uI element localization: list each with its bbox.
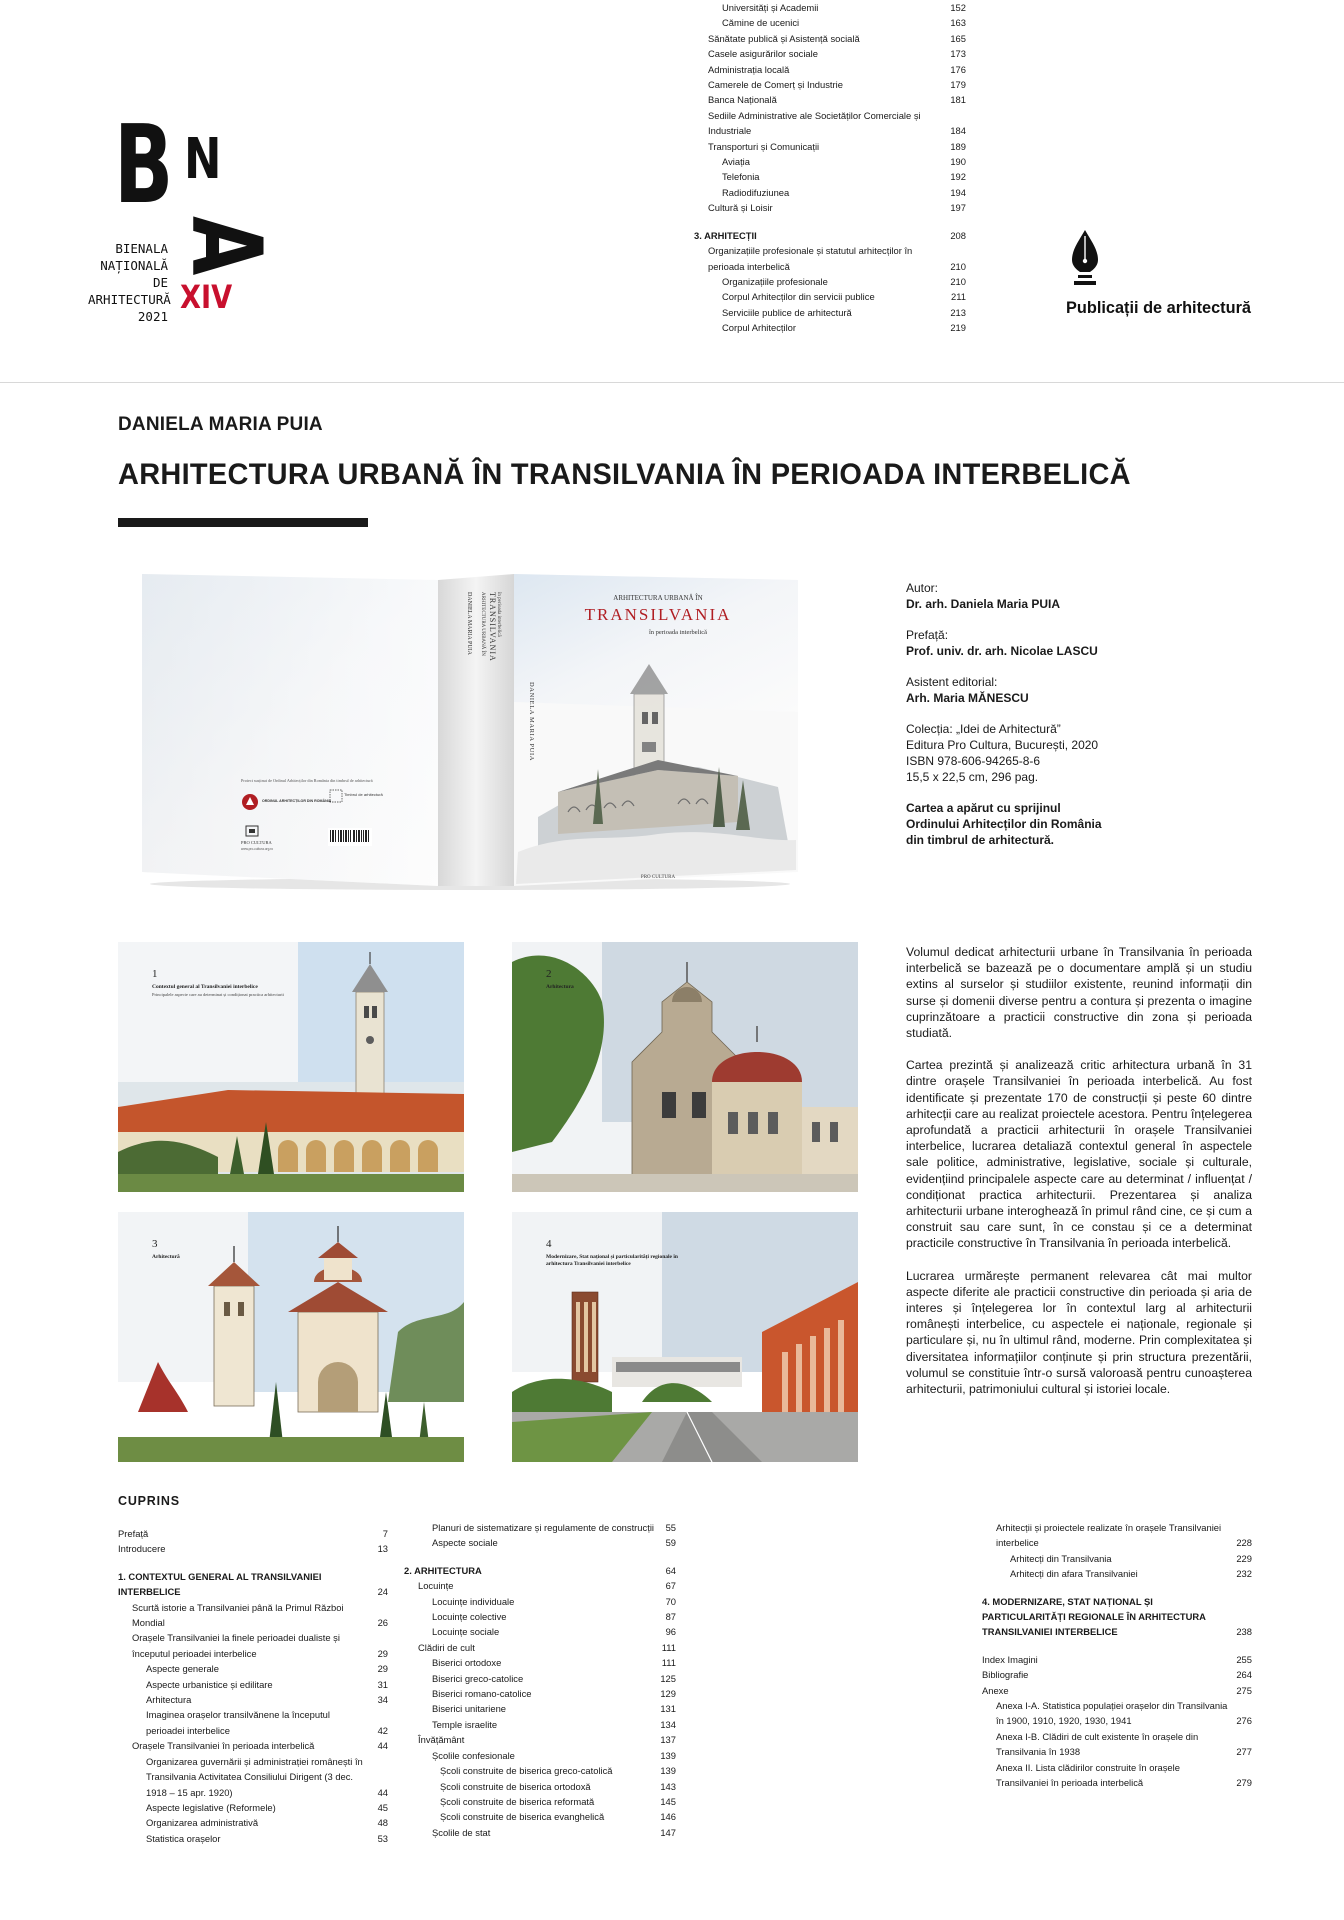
toc-entry-page: 192 xyxy=(950,171,966,183)
back-cover-note: Proiect susținut de Ordinul Arhitecților din România din timbrul de arhitectură xyxy=(241,778,373,783)
header-divider xyxy=(0,382,1344,383)
toc-entry xyxy=(694,46,966,61)
toc-entry-title: Temple israelite xyxy=(432,1718,498,1730)
toc-entry-title: Locuințe xyxy=(418,1580,454,1592)
meta-publisher: Editura Pro Cultura, București, 2020 xyxy=(906,738,1099,752)
toc-column-3 xyxy=(694,0,966,336)
logo-line: ARHITECTURĂ xyxy=(88,292,171,307)
toc-entry-title: Arhitecți din afara Transilvaniei xyxy=(1010,1568,1138,1580)
toc-entry-page: 44 xyxy=(377,1740,388,1752)
toc-entry xyxy=(982,1520,1252,1551)
toc-entry-page: 31 xyxy=(377,1678,388,1690)
toc-entry xyxy=(118,1661,388,1676)
meta-label: Autor: xyxy=(906,581,939,595)
toc-entry-title: Corpul Arhitecților xyxy=(722,322,796,334)
toc-entry-page: 229 xyxy=(1236,1552,1252,1564)
logo-line: NAȚIONALĂ xyxy=(100,258,168,273)
toc-entry xyxy=(404,1809,676,1824)
spread-photo-3 xyxy=(118,1212,464,1462)
toc-column-2 xyxy=(404,1520,676,1840)
toc-entry-page: 228 xyxy=(1236,1537,1252,1549)
toc-entry-page: 146 xyxy=(660,1811,676,1823)
toc-entry-page: 48 xyxy=(377,1817,388,1829)
spread-photo-1 xyxy=(118,942,464,1192)
meta-isbn: ISBN 978-606-94265-8-6 xyxy=(906,754,1041,768)
toc-entry-page: 197 xyxy=(950,202,966,214)
toc-entry-title: Introducere xyxy=(118,1543,166,1555)
photo-number: 1 xyxy=(152,968,158,980)
toc-entry-title: Organizațiile profesionale și statutul arhitecților în perioada interbelică xyxy=(708,245,913,272)
toc-entry-title: Serviciile publice de arhitectură xyxy=(722,306,852,318)
toc-entry-page: 184 xyxy=(950,125,966,137)
toc-entry-page: 134 xyxy=(660,1718,676,1730)
meta-value: Prof. univ. dr. arh. Nicolae LASCU xyxy=(906,644,1098,658)
toc-entry-title: Anexe xyxy=(982,1684,1009,1696)
book-meta xyxy=(906,580,1206,863)
toc-entry-page: 42 xyxy=(377,1724,388,1736)
photo-caption: Arhitectura xyxy=(546,984,574,990)
front-vertical-author: DANIELA MARIA PUIA xyxy=(528,682,535,762)
toc-entry-page: 145 xyxy=(660,1795,676,1807)
barcode-icon xyxy=(328,828,372,846)
toc-entry xyxy=(118,1569,388,1600)
toc-entry-page: 179 xyxy=(950,79,966,91)
back-publisher-url: www.pro-cultura.org.ro xyxy=(241,847,274,851)
toc-entry-title: Biserici unitariene xyxy=(432,1703,506,1715)
logo-text xyxy=(88,240,171,325)
toc-entry-title: Scurtă istorie a Transilvaniei până la Primul Război Mondial xyxy=(132,1601,344,1629)
meta-support-line: Cartea a apărut cu sprijinul xyxy=(906,801,1061,815)
description-paragraph: Volumul dedicat arhitecturii urbane în Transilvania în perioada interbelică se bazează pe o documentare amplă și un studiu extins al surselor și studiilor existente, reunind informații din surse și domenii diverse pentru a contura și prezenta o imagine cuprinzătoare a practicii constructive din zona și perioada studiată. xyxy=(906,945,1252,1041)
toc-entry xyxy=(694,139,966,154)
photo-number: 3 xyxy=(152,1238,158,1250)
toc-entry-title: Biserici ortodoxe xyxy=(432,1657,502,1669)
meta-editor xyxy=(906,674,1206,706)
toc-entry-page: 29 xyxy=(377,1647,388,1659)
toc-entry-title: Transporturi și Comunicații xyxy=(708,140,820,152)
toc-entry xyxy=(694,289,966,304)
photo-number: 2 xyxy=(546,968,552,980)
toc-entry xyxy=(404,1535,676,1550)
oar-label: ORDINUL ARHITECȚILOR DIN ROMÂNIA xyxy=(262,799,332,803)
toc-entry-page: 219 xyxy=(950,322,966,334)
toc-entry xyxy=(118,1630,388,1661)
meta-value: Dr. arh. Daniela Maria PUIA xyxy=(906,597,1061,611)
toc-entry xyxy=(404,1686,676,1701)
toc-entry xyxy=(982,1698,1252,1729)
meta-support-line: din timbrul de arhitectură. xyxy=(906,833,1055,847)
toc-entry-page: 213 xyxy=(950,306,966,318)
toc-entry-page: 26 xyxy=(377,1617,388,1629)
toc-entry-page: 111 xyxy=(661,1657,676,1669)
toc-entry xyxy=(982,1683,1252,1698)
toc-entry-title: Imaginea orașelor transilvănene la începutul perioadei interbelice xyxy=(146,1709,330,1736)
spine-title-sub: în perioada interbelică xyxy=(496,592,501,637)
toc-entry-page: 152 xyxy=(950,2,966,13)
toc-entry-page: 137 xyxy=(660,1734,676,1746)
toc-entry-title: Anexa I-A. Statistica populației orașelor din Transilvania în 1900, 1910, 1920, 1930, 1941 xyxy=(996,1700,1228,1727)
toc-entry-page: 189 xyxy=(950,140,966,152)
meta-support-line: Ordinului Arhitecților din România xyxy=(906,817,1102,831)
description-paragraph: Lucrarea urmărește permanent relevarea cât mai multor aspecte diferite ale practicii constructive din perioada și aria de interes și înțelegerea lor în contextul larg al arhitecturii românești interbelice, cu aspectele ei naționale, regionale și particulare și, nu în ultimul rând, moderne. Prin complexitatea și diversitatea informațiilor conținute și prin structura prezentării, volumul se constituie într-o sursă valoroasă pentru cunoașterea arhitecturii, patrimoniului cultural și istoriei locale. xyxy=(906,1268,1252,1397)
toc-entry-page: 67 xyxy=(665,1580,676,1592)
photo-caption: Contextul general al Transilvaniei interbelice xyxy=(152,984,258,990)
toc-entry xyxy=(404,1825,676,1840)
toc-entry-title: Anexa I-B. Clădiri de cult existente în orașele din Transilvania în 1938 xyxy=(996,1730,1199,1758)
toc-entry-title: Învățământ xyxy=(418,1734,465,1746)
toc-entry xyxy=(118,1831,388,1846)
toc-entry-title: Cultură și Loisir xyxy=(708,202,773,214)
toc-entry-page: 277 xyxy=(1236,1746,1252,1758)
toc-entry xyxy=(404,1624,676,1639)
photo-number: 4 xyxy=(546,1238,552,1250)
toc-entry xyxy=(404,1609,676,1624)
stamp-label: Timbrul de arhitectură xyxy=(344,792,383,797)
meta-preface xyxy=(906,627,1206,659)
toc-entry xyxy=(404,1763,676,1778)
toc-entry-title: Aspecte generale xyxy=(146,1663,219,1675)
logo-line: 2021 xyxy=(137,309,168,324)
toc-entry-page: 131 xyxy=(660,1703,676,1715)
toc-entry-title: Școli construite de biserica evanghelică xyxy=(440,1811,605,1823)
toc-entry-page: 163 xyxy=(950,17,966,29)
toc-entry xyxy=(404,1779,676,1794)
toc-entry-page: 264 xyxy=(1236,1669,1252,1681)
toc-entry xyxy=(694,0,966,15)
toc-entry xyxy=(404,1701,676,1716)
toc-entry xyxy=(694,92,966,107)
toc-entry-page: 173 xyxy=(950,48,966,60)
toc-entry xyxy=(118,1600,388,1631)
publications-label: Publicații de arhitectură xyxy=(1066,298,1252,317)
toc-entry xyxy=(694,31,966,46)
toc-entry xyxy=(404,1717,676,1732)
toc-entry xyxy=(404,1748,676,1763)
toc-entry-page: 55 xyxy=(665,1522,676,1533)
toc-entry-title: Radiodifuziunea xyxy=(722,186,790,198)
toc-entry-title: Sănătate publică și Asistență socială xyxy=(708,32,860,44)
toc-entry-page: 139 xyxy=(660,1765,676,1777)
toc-entry xyxy=(694,169,966,184)
back-publisher: PRO CULTURA xyxy=(241,840,272,845)
logo-line: BIENALA xyxy=(115,241,168,256)
toc-entry-page: 44 xyxy=(377,1786,388,1798)
toc-entry-page: 87 xyxy=(665,1611,676,1623)
photo-caption: Modernizare, Stat național și particularități regionale în arhitectura Transilvaniei interbelice xyxy=(546,1254,678,1267)
toc-entry-title: Clădiri de cult xyxy=(418,1641,475,1653)
toc-entry-title: Locuințe colective xyxy=(432,1611,507,1623)
meta-label: Prefață: xyxy=(906,628,949,642)
toc-entry xyxy=(982,1729,1252,1760)
toc-entry-title: Școli construite de biserica reformată xyxy=(440,1795,595,1807)
toc-entry xyxy=(694,15,966,30)
toc-entry-title: Universități și Academii xyxy=(722,2,819,13)
meta-collection: Colecția: „Idei de Arhitectură” xyxy=(906,722,1061,736)
toc-entry-page: 147 xyxy=(660,1826,676,1838)
toc-entry xyxy=(118,1541,388,1556)
toc-entry-page: 13 xyxy=(377,1543,388,1555)
toc-entry-page: 181 xyxy=(950,94,966,106)
toc-entry-title: Arhitecți din Transilvania xyxy=(1010,1552,1112,1564)
meta-label: Asistent editorial: xyxy=(906,675,998,689)
title-underline xyxy=(118,518,368,527)
toc-entry xyxy=(404,1671,676,1686)
toc-entry-page: 7 xyxy=(382,1528,388,1539)
toc-entry-title: Camerele de Comerț și Industrie xyxy=(708,79,843,91)
toc-entry-page: 276 xyxy=(1236,1715,1252,1727)
toc-entry-page: 190 xyxy=(950,156,966,168)
logo-letter-a: A xyxy=(170,216,282,276)
meta-value: Arh. Maria MĂNESCU xyxy=(906,691,1029,705)
toc-entry xyxy=(404,1578,676,1593)
toc-entry-page: 232 xyxy=(1236,1568,1252,1580)
toc-entry-title: Școlile de stat xyxy=(432,1826,491,1838)
toc-entry xyxy=(694,154,966,169)
toc-entry-page: 59 xyxy=(665,1537,676,1549)
logo-letter-b: B xyxy=(114,103,172,228)
toc-entry-title: Școli construite de biserica greco-catolică xyxy=(440,1765,613,1777)
toc-entry xyxy=(982,1760,1252,1791)
toc-column-1 xyxy=(118,1526,388,1846)
toc-entry-page: 70 xyxy=(665,1595,676,1607)
toc-entry-title: Școli construite de biserica ortodoxă xyxy=(440,1780,591,1792)
toc-entry-title: Arhitecții și proiectele realizate în orașele Transilvaniei interbelice xyxy=(996,1522,1222,1549)
toc-entry xyxy=(694,228,966,243)
toc-entry xyxy=(118,1692,388,1707)
toc-entry-page: 45 xyxy=(377,1801,388,1813)
cover-publisher: PRO CULTURA xyxy=(640,875,676,880)
toc-entry xyxy=(118,1800,388,1815)
book-title: ARHITECTURA URBANĂ ÎN TRANSILVANIA ÎN PERIOADA INTERBELICĂ xyxy=(118,458,1131,491)
toc-entry-title: Locuințe individuale xyxy=(432,1595,515,1607)
toc-entry-page: 64 xyxy=(665,1564,676,1576)
toc-entry-title: Casele asigurărilor sociale xyxy=(708,48,818,60)
toc-entry xyxy=(118,1815,388,1830)
toc-entry xyxy=(404,1594,676,1609)
toc-entry xyxy=(404,1520,676,1535)
meta-support xyxy=(906,800,1206,848)
toc-entry xyxy=(982,1652,1252,1667)
toc-entry-page: 53 xyxy=(377,1832,388,1844)
toc-entry-title: Statistica orașelor xyxy=(146,1832,221,1844)
toc-entry xyxy=(982,1594,1252,1640)
cover-title-large: TRANSILVANIA xyxy=(584,605,732,624)
toc-entry xyxy=(118,1754,388,1800)
toc-entry-page: 210 xyxy=(950,260,966,272)
toc-entry-title: Corpul Arhitecților din servicii publice xyxy=(722,291,875,303)
toc-entry-title: 2. ARHITECTURA xyxy=(404,1564,482,1576)
toc-entry-page: 125 xyxy=(660,1672,676,1684)
toc-entry-title: Biserici greco-catolice xyxy=(432,1672,524,1684)
toc-entry-title: Arhitectura xyxy=(146,1694,192,1706)
toc-entry-title: Index Imagini xyxy=(982,1653,1038,1665)
spine-author: DANIELA MARIA PUIA xyxy=(466,592,472,655)
toc-entry-page: 238 xyxy=(1236,1626,1252,1638)
toc-entry xyxy=(694,62,966,77)
toc-entry-page: 24 xyxy=(377,1586,388,1598)
cover-title-small: ARHITECTURA URBANĂ ÎN xyxy=(613,594,703,602)
toc-entry xyxy=(694,77,966,92)
book-cover-mockup xyxy=(138,572,802,894)
description-paragraph: Cartea prezintă și analizează critic arhitectura urbană în 31 dintre orașele Transilvaniei în perioada interbelică. Au fost identificate și prezentate 170 de construcții și peste 60 dintre arhitecții care au realizat proiectele acestora. Pentru înțelegerea aprofundată a practicii arhitecturii în orașele Transilvaniei interbelice, lucrarea detaliază contextul general în aspectele sale politice, administrative, legislative, sociale și culturale, evidențiind principalele aspecte care au determinat / influențat / condiționat practica arhitecturii. Prezentarea și analiza arhitecturii urbane interoghează în primul rând cine, ce și cum a construit sau care sunt, în ce constau și ce a determinat practicile constructive în Transilvania în perioada interbelică. xyxy=(906,1058,1252,1251)
toc-entry-title: Cămine de ucenici xyxy=(722,17,800,29)
logo-line: DE xyxy=(152,275,168,290)
toc-entry-page: 176 xyxy=(950,63,966,75)
toc-entry xyxy=(694,200,966,215)
toc-entry-page: 210 xyxy=(950,275,966,287)
toc-entry-title: Aspecte legislative (Reformele) xyxy=(146,1801,276,1813)
toc-column-4 xyxy=(982,1520,1252,1791)
toc-entry-title: Aviația xyxy=(722,156,750,168)
toc-entry-title: Planuri de sistematizare și regulamente de construcții xyxy=(432,1522,654,1533)
toc-entry-title: Aspecte sociale xyxy=(432,1537,498,1549)
toc-entry-page: 165 xyxy=(950,32,966,44)
toc-entry-title: Aspecte urbanistice și edilitare xyxy=(146,1678,273,1690)
spine-title-small: ARHITECTURA URBANĂ ÎN xyxy=(480,592,485,656)
contents-title: CUPRINS xyxy=(118,1494,180,1508)
toc-entry-page: 96 xyxy=(665,1626,676,1638)
bna-logo xyxy=(88,103,298,352)
toc-entry xyxy=(694,108,966,139)
toc-entry-title: Telefonia xyxy=(722,171,760,183)
toc-entry-title: Locuințe sociale xyxy=(432,1626,500,1638)
spine-title-large: TRANSILVANIA xyxy=(488,592,497,662)
logo-edition: XIV xyxy=(180,278,233,316)
photo-subcaption: Principalele aspecte care au determinat și condiționat practica arhitecturii xyxy=(152,992,284,997)
meta-author xyxy=(906,580,1206,612)
toc-entry-title: Organizarea administrativă xyxy=(146,1817,259,1829)
toc-entry-page: 194 xyxy=(950,186,966,198)
toc-entry-title: Școlile confesionale xyxy=(432,1749,515,1761)
toc-entry xyxy=(118,1677,388,1692)
toc-entry-page: 111 xyxy=(661,1641,676,1653)
spread-photo-4 xyxy=(512,1212,858,1462)
toc-entry xyxy=(694,274,966,289)
toc-entry-title: Orașele Transilvaniei în perioada interbelică xyxy=(132,1740,315,1752)
toc-entry-title: Prefață xyxy=(118,1528,149,1539)
toc-entry-page: 143 xyxy=(660,1780,676,1792)
meta-format: 15,5 x 22,5 cm, 296 pag. xyxy=(906,770,1039,784)
toc-entry xyxy=(404,1732,676,1747)
toc-entry xyxy=(404,1563,676,1578)
meta-details xyxy=(906,721,1206,785)
toc-entry-title: Organizațiile profesionale xyxy=(722,275,828,287)
toc-entry-page: 211 xyxy=(951,291,966,303)
toc-entry-page: 29 xyxy=(377,1663,388,1675)
toc-entry xyxy=(404,1655,676,1670)
toc-entry-page: 139 xyxy=(660,1749,676,1761)
toc-entry xyxy=(694,243,966,274)
toc-entry-page: 129 xyxy=(660,1688,676,1700)
toc-entry-title: Administrația locală xyxy=(708,63,790,75)
toc-entry-title: 4. MODERNIZARE, STAT NAȚIONAL ȘI PARTICULARITĂȚI REGIONALE ÎN ARHITECTURA TRANSILVANIEI INTERBELICE xyxy=(982,1595,1206,1638)
toc-entry-title: Sediile Administrative ale Societăților Comerciale și Industriale xyxy=(708,109,921,137)
toc-entry-title: Orașele Transilvaniei la finele perioadei dualiste și începutul perioadei interbelice xyxy=(132,1632,340,1659)
book-description xyxy=(906,944,1252,1413)
toc-entry-page: 208 xyxy=(950,229,966,241)
spread-photo-2 xyxy=(512,942,858,1192)
toc-entry xyxy=(982,1551,1252,1566)
photo-caption: Arhitectură xyxy=(152,1254,180,1260)
toc-entry xyxy=(404,1640,676,1655)
toc-entry xyxy=(118,1738,388,1753)
toc-entry xyxy=(118,1707,388,1738)
toc-entry xyxy=(694,185,966,200)
toc-entry-title: Bibliografie xyxy=(982,1669,1029,1681)
toc-entry xyxy=(118,1526,388,1541)
toc-entry xyxy=(982,1566,1252,1581)
toc-entry-title: 3. ARHITECȚII xyxy=(694,229,757,241)
toc-entry xyxy=(694,305,966,320)
toc-entry-page: 275 xyxy=(1236,1684,1252,1696)
cover-title-sub: în perioada interbelică xyxy=(648,629,708,636)
toc-entry-title: Organizarea guvernării și administrației românești în Transilvania Activitatea Consiliului Dirigent (3 dec. 1918 – 15 apr. 1920) xyxy=(146,1755,363,1798)
toc-entry-title: Anexa II. Lista clădirilor construite în orașele Transilvaniei în perioada interbelică xyxy=(996,1761,1180,1789)
toc-entry xyxy=(404,1794,676,1809)
toc-entry-page: 34 xyxy=(377,1694,388,1706)
toc-entry-page: 255 xyxy=(1236,1653,1252,1665)
toc-entry-page: 279 xyxy=(1236,1777,1252,1789)
author-name: DANIELA MARIA PUIA xyxy=(118,414,323,435)
fountain-pen-nib-icon xyxy=(1068,228,1102,286)
toc-entry xyxy=(982,1667,1252,1682)
toc-entry xyxy=(694,320,966,335)
toc-entry-title: Banca Națională xyxy=(708,94,777,106)
logo-letter-n: N xyxy=(184,127,222,192)
toc-entry-title: Biserici romano-catolice xyxy=(432,1688,532,1700)
toc-entry-title: 1. CONTEXTUL GENERAL AL TRANSILVANIEI INTERBELICE xyxy=(118,1570,322,1598)
